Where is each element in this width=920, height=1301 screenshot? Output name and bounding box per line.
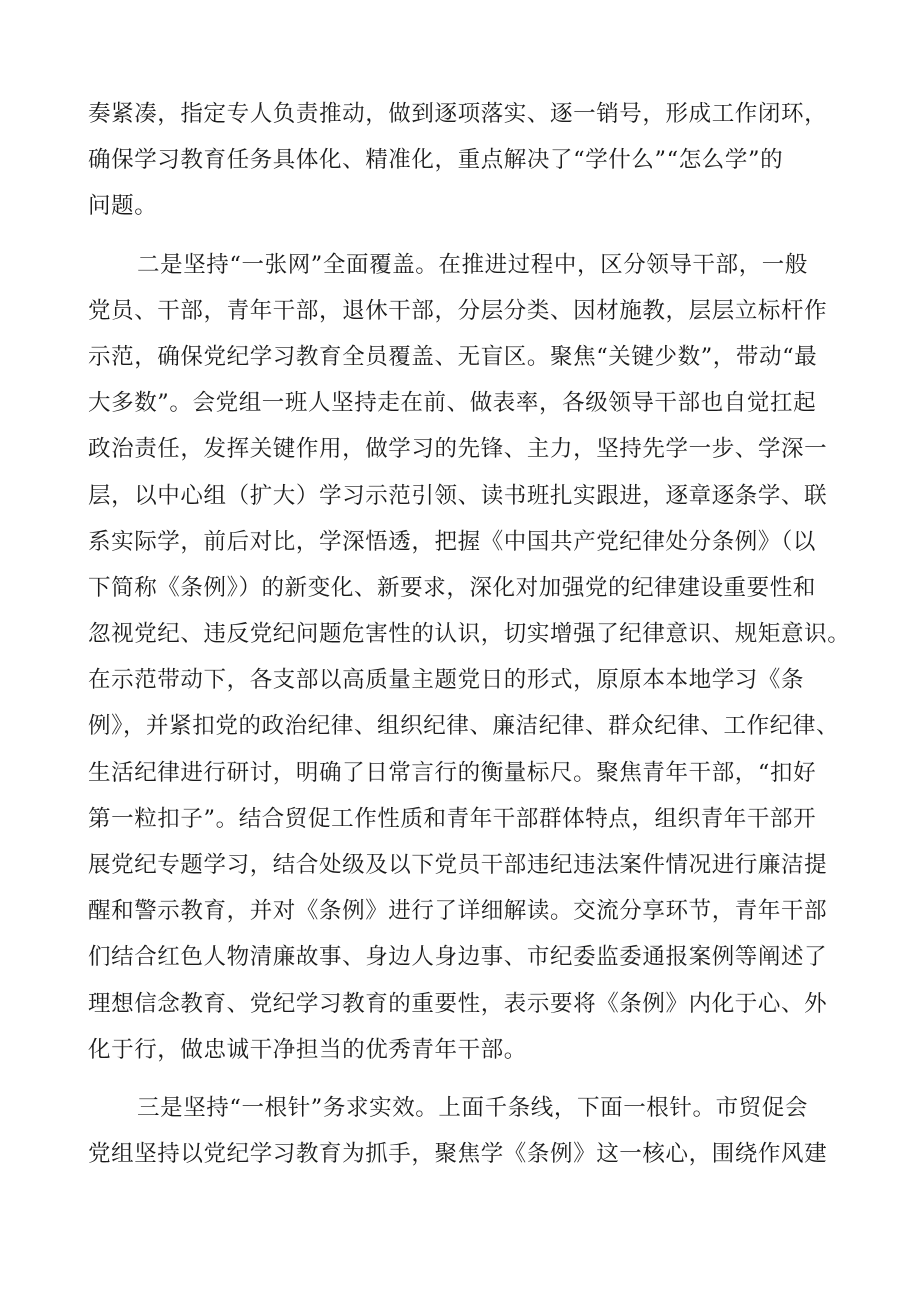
text-line: 二是坚持“一张网”全面覆盖。在推进过程中，区分领导干部，一般 [137,251,809,278]
text-line: 问题。 [88,193,158,220]
paragraph-gap [88,1073,833,1085]
text-line: 政治责任，发挥关键作用，做学习的先锋、主力，坚持先学一步、学深一 [88,436,828,463]
text-line: 大多数”。会党组一班人坚持走在前、做表率，各级领导干部也自觉扛起 [88,390,817,417]
text-line: 在示范带动下，各支部以高质量主题党日的形式，原原本本地学习《条 [88,667,805,694]
paragraph-3 [88,1085,833,1177]
text-line: 忽视党纪、违反党纪问题危害性的认识，切实增强了纪律意识、规矩意识。 [88,621,851,648]
document-body [88,91,851,1177]
text-line: 层，以中心组（扩大）学习示范引领、读书班扎实跟进，逐章逐条学、联 [88,482,828,509]
paragraph-2 [88,242,851,1073]
text-line: 系实际学，前后对比，学深悟透，把握《中国共产党纪律处分条例》（以 [88,528,816,555]
text-line: 醒和警示教育，并对《条例》进行了详细解读。交流分享环节，青年干部 [88,898,828,925]
text-line: 展党纪专题学习，结合处级及以下党员干部违纪违法案件情况进行廉洁提 [88,852,828,878]
paragraph-1 [88,91,833,230]
text-line: 化于行，做忠诚干净担当的优秀青年干部。 [88,1036,527,1063]
text-line: 理想信念教育、党纪学习教育的重要性，表示要将《条例》内化于心、外 [88,990,828,1017]
text-line: 示范，确保党纪学习教育全员覆盖、无盲区。聚焦“关键少数”，带动“最 [88,343,818,370]
text-line: 三是坚持“一根针”务求实效。上面千条线，下面一根针。市贸促会 [137,1094,809,1121]
text-line: 例》，并紧扣党的政治纪律、组织纪律、廉洁纪律、群众纪律、工作纪律、 [88,713,840,740]
text-line: 下简称《条例》）的新变化、新要求，深化对加强党的纪律建设重要性和 [88,574,816,601]
text-line: 生活纪律进行研讨，明确了日常言行的衡量标尺。聚焦青年干部，“扣好 [88,759,817,786]
text-line: 们结合红色人物清廉故事、身边人身边事、市纪委监委通报案例等阐述了 [88,944,828,971]
paragraph-gap [88,230,833,242]
text-line: 党组坚持以党纪学习教育为抓手，聚焦学《条例》这一核心，围绕作风建 [88,1141,828,1168]
text-line: 奏紧凑，指定专人负责推动，做到逐项落实、逐一销号，形成工作闭环， [88,101,828,127]
text-line: 第一粒扣子”。结合贸促工作性质和青年干部群体特点，组织青年干部开 [88,805,817,832]
text-line: 党员、干部，青年干部，退休干部，分层分类、因材施教，层层立标杆作 [88,297,828,324]
text-line: 确保学习教育任务具体化、精准化，重点解决了“学什么”“怎么学”的 [88,147,784,174]
